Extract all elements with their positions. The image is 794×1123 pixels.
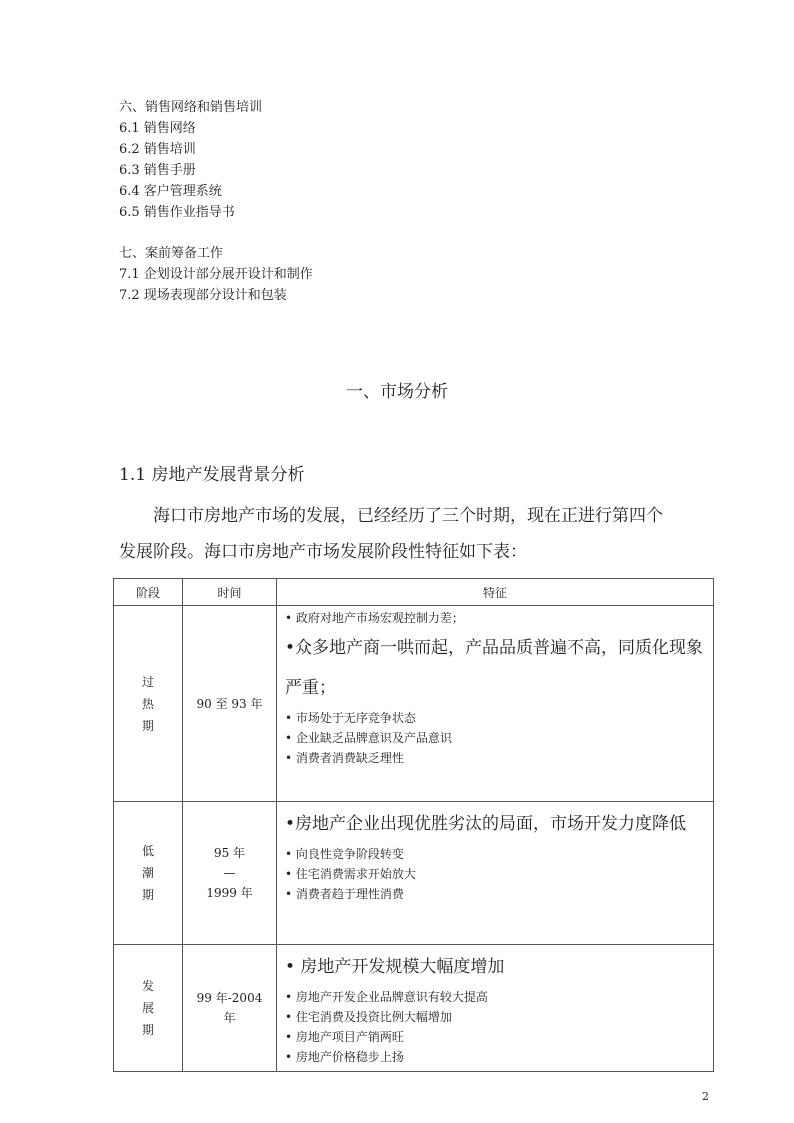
table-header-row [114, 579, 714, 606]
stage-char: 低 [141, 844, 154, 858]
time-text: — [223, 866, 236, 880]
features-cell [277, 606, 714, 802]
feature-item: • 市场处于无序竞争状态 [285, 711, 416, 725]
paragraph-line-2: 发展阶段。海口市房地产市场发展阶段性特征如下表： [119, 542, 527, 562]
stage-char: 潮 [141, 866, 154, 880]
stage-cell [114, 945, 183, 1072]
toc-group-preparation [119, 243, 313, 306]
stage-char: 过 [141, 674, 154, 689]
feature-item: • 房地产项目产销两旺 [285, 1030, 404, 1044]
time-text: 95 年 [213, 846, 246, 860]
time-text: 年 [223, 1011, 236, 1025]
time-text: 1999 年 [206, 886, 253, 900]
feature-item: • 房地产开发企业品牌意识有较大提高 [285, 990, 488, 1004]
toc-entry: 6.3 销售手册 [119, 163, 196, 178]
time-cell [183, 802, 277, 945]
stage-cell [114, 802, 183, 945]
time-text: 90 至 93 年 [196, 696, 263, 711]
features-cell [277, 802, 714, 945]
table-row [114, 606, 714, 802]
paragraph-line-1: 海口市房地产市场的发展，已经经历了三个时期，现在正进行第四个 [153, 506, 663, 526]
table-row [114, 802, 714, 945]
toc-group-sales [119, 97, 262, 223]
feature-item: • 住宅消费及投资比例大幅增加 [285, 1010, 452, 1024]
stage-char: 期 [141, 888, 154, 902]
stage-char: 期 [141, 718, 154, 733]
stage-char: 发 [141, 979, 154, 993]
toc-entry: 6.4 客户管理系统 [119, 184, 222, 199]
toc-entry: 六、销售网络和销售培训 [119, 100, 263, 115]
feature-item: • 消费者消费缺乏理性 [285, 751, 404, 765]
time-text: 99 年-2004 [196, 991, 263, 1005]
toc-entry: 6.2 销售培训 [119, 142, 196, 157]
feature-item: • 政府对地产市场宏观控制力差； [285, 611, 464, 625]
stage-char: 期 [141, 1023, 154, 1037]
feature-item: •众多地产商一哄而起，产品品质普遍不高，同质化现象严重； [285, 638, 704, 698]
feature-item: • 消费者趋于理性消费 [285, 887, 404, 901]
development-stages-table [113, 578, 714, 1072]
toc-entry: 6.1 销售网络 [119, 121, 196, 136]
section-title: 一、市场分析 [346, 382, 448, 402]
features-cell [277, 945, 714, 1072]
toc-entry: 6.5 销售作业指导书 [119, 205, 235, 220]
toc-entry: 7.1 企划设计部分展开设计和制作 [119, 267, 313, 282]
feature-item: • 房地产价格稳步上扬 [285, 1050, 404, 1064]
toc-entry: 7.2 现场表现部分设计和包装 [119, 288, 287, 303]
time-cell [183, 606, 277, 802]
feature-item: • 房地产开发规模大幅度增加 [285, 957, 505, 977]
stage-cell [114, 606, 183, 802]
table-row [114, 945, 714, 1072]
feature-item: • 企业缺乏品牌意识及产品意识 [285, 731, 452, 745]
sub-heading: 1.1 房地产发展背景分析 [119, 465, 305, 485]
header-stage: 阶段 [114, 579, 183, 606]
header-time: 时间 [183, 579, 277, 606]
stage-char: 展 [141, 1001, 154, 1015]
toc-entry: 七、案前筹备工作 [119, 246, 224, 261]
page-number: 2 [702, 1090, 709, 1103]
header-features: 特征 [277, 579, 714, 606]
feature-item: • 住宅消费需求开始放大 [285, 867, 416, 881]
feature-item: •房地产企业出现优胜劣汰的局面，市场开发力度降低 [285, 814, 687, 834]
stage-char: 热 [141, 696, 154, 711]
feature-item: • 向良性竞争阶段转变 [285, 847, 404, 861]
time-cell [183, 945, 277, 1072]
